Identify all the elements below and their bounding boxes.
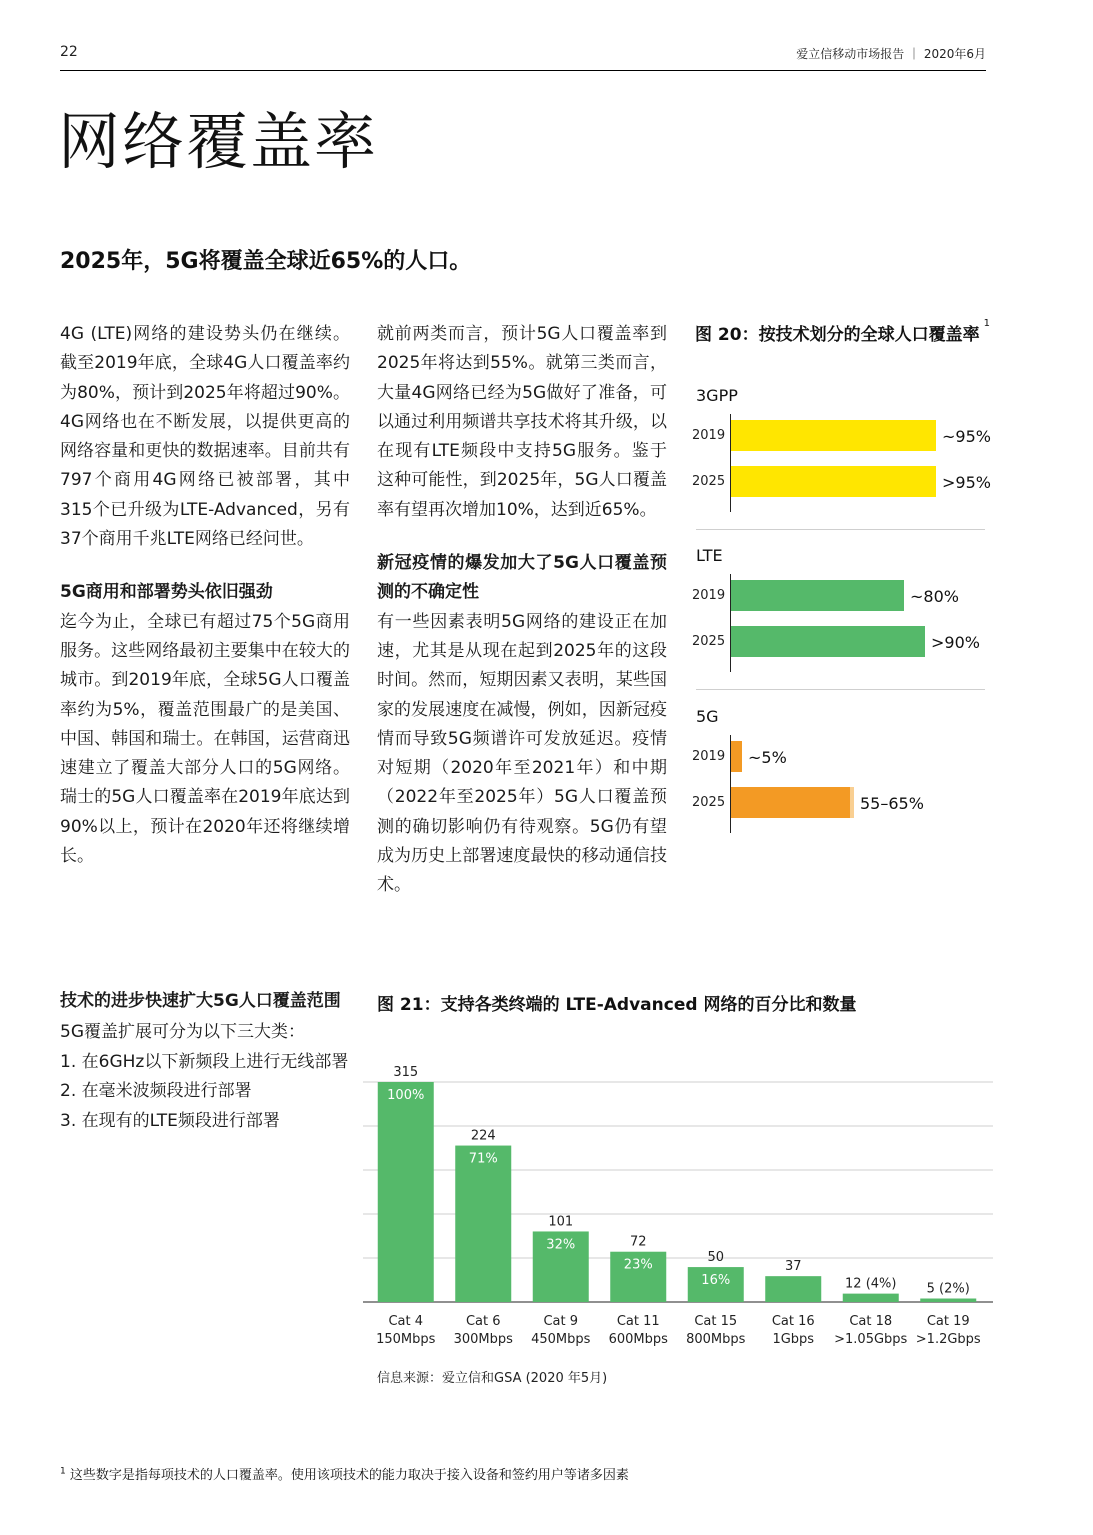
fig20-bar-lte-2019 <box>731 580 904 611</box>
fig21-top-label: 50 <box>707 1250 725 1266</box>
fig20-bar-5g-2025 <box>731 787 850 818</box>
fig21-bar-cat-18 <box>843 1294 899 1302</box>
fig21-speed-label: 450Mbps <box>531 1332 591 1347</box>
col1-paragraph-2: 迄今为止，全球已有超过75个5G商用服务。这些网络最初主要集中在较大的城市。到2019年底，全球5G人口覆盖率约为5%，覆盖范围最广的是美国、中国、韩国和瑞士。在韩国，运营商迅速建立了覆盖大部分人口的5G网络。瑞士的5G人口覆盖率在2019年底达到90%以上，预计在2020年还将继续增长。 <box>60 611 350 867</box>
fig20-year-label: 2019 <box>692 749 726 764</box>
fig21-speed-label: 800Mbps <box>686 1332 746 1347</box>
fig21-category-label: Cat 15 <box>694 1314 738 1329</box>
page-title: 网络覆盖率 <box>58 105 379 178</box>
col3-list-item-2: 2. 在毫米波频段进行部署 <box>60 1081 252 1102</box>
fig20-bar-range-5g-2025 <box>850 787 854 818</box>
fig21-percent-label: 16% <box>701 1273 731 1289</box>
fig21-category-label: Cat 19 <box>926 1314 970 1329</box>
fig20-title <box>695 320 990 345</box>
col2-paragraph-1: 就前两类而言，预计5G人口覆盖率到2025年将达到55%。就第三类而言，大量4G网络已经为5G做好了准备，可以通过利用频谱共享技术将其升级，以在现有LTE频段中支持5G服务。鉴于这种可能性，到2025年，5G人口覆盖率有望再次增加10%，达到近65%。 <box>377 324 667 520</box>
fig21-category-label: Cat 6 <box>465 1314 501 1329</box>
fig20-value-label: ~80% <box>910 587 959 606</box>
fig20-bar-3gpp-2019 <box>731 420 936 451</box>
col3-list-item-3: 3. 在现有的LTE频段进行部署 <box>60 1110 280 1131</box>
col3-intro: 5G覆盖扩展可分为以下三大类： <box>60 1022 305 1043</box>
fig20-title-text: 图 20：按技术划分的全球人口覆盖率 <box>695 325 980 345</box>
fig21-category-label: Cat 18 <box>849 1314 893 1329</box>
fig20-value-label: >95% <box>942 473 991 492</box>
fig20-group-label-5g: 5G <box>696 707 719 726</box>
fig21-percent-label: 100% <box>387 1088 425 1103</box>
fig21-speed-label: 1Gbps <box>772 1332 815 1347</box>
footnote-text: 这些数字是指每项技术的人口覆盖率。使用该项技术的能力取决于接入设备和签约用户等诸多因素 <box>69 1468 629 1483</box>
fig21-category-label: Cat 16 <box>771 1314 815 1329</box>
fig20-footnote-mark: 1 <box>983 318 990 329</box>
fig20-bar-5g-2019 <box>731 741 742 772</box>
column-3 <box>60 987 352 1136</box>
headline: 2025年，5G将覆盖全球近65%的人口。 <box>60 249 472 274</box>
footnote <box>60 1464 629 1483</box>
fig21-chart <box>360 1050 1000 1360</box>
fig21-top-label: 315 <box>393 1065 419 1080</box>
fig21-bar-cat-19 <box>920 1299 976 1302</box>
fig21-speed-label: 300Mbps <box>453 1332 513 1347</box>
col3-list-item-1: 1. 在6GHz以下新频段上进行无线部署 <box>60 1051 349 1072</box>
col3-subheading: 技术的进步快速扩大5G人口覆盖范围 <box>60 991 341 1011</box>
fig20-year-label: 2025 <box>692 634 726 649</box>
fig21-speed-label: 150Mbps <box>376 1332 436 1347</box>
fig21-title: 图 21：支持各类终端的 LTE-Advanced 网络的百分比和数量 <box>377 995 857 1015</box>
fig20-value-label: 55–65% <box>860 794 924 813</box>
fig21-speed-label: >1.05Gbps <box>834 1332 908 1347</box>
fig20-group-label-lte: LTE <box>696 546 723 565</box>
fig20-group-label-3gpp: 3GPP <box>696 386 738 405</box>
fig20-bar-3gpp-2025 <box>731 466 936 497</box>
fig20-separator <box>696 689 985 690</box>
fig21-top-label: 5 (2%) <box>926 1281 970 1297</box>
header-rule <box>60 70 986 71</box>
fig21-speed-label: >1.2Gbps <box>915 1332 981 1347</box>
col1-paragraph-1: 4G (LTE)网络的建设势头仍在继续。截至2019年底，全球4G人口覆盖率约为80%，预计到2025年将超过90%。4G网络也在不断发展，以提供更高的网络容量和更快的数据速率。目前共有797个商用4G网络已被部署，其中315个已升级为LTE-Advanced，另有37个商用千兆LTE网络已经问世。 <box>60 324 350 550</box>
col2-subheading: 新冠疫情的爆发加大了5G人口覆盖预测的不确定性 <box>377 553 667 603</box>
col2-paragraph-2: 有一些因素表明5G网络的建设正在加速，尤其是从现在起到2025年的这段时间。然而，短期因素又表明，某些国家的发展速度在减慢，例如，因新冠疫情而导致5G频谱许可发放延迟。疫情对短期（2020年至2021年）和中期（2022年至2025年）5G人口覆盖预测的确切影响仍有待观察。5G仍有望成为历史上部署速度最快的移动通信技术。 <box>377 611 667 896</box>
column-2 <box>377 320 667 901</box>
fig21-category-label: Cat 4 <box>388 1314 424 1329</box>
fig21-percent-label: 23% <box>623 1257 653 1273</box>
fig21-bar-cat-16 <box>765 1276 821 1302</box>
report-title: 爱立信移动市场报告 ｜ 2020年6月 <box>796 47 986 61</box>
col1-subheading: 5G商用和部署势头依旧强劲 <box>60 582 273 603</box>
fig20-value-label: >90% <box>931 633 980 652</box>
fig21-top-label: 37 <box>784 1259 802 1275</box>
fig21-top-label: 72 <box>629 1234 647 1250</box>
fig21-bar-cat-6 <box>455 1146 511 1302</box>
fig20-value-label: ~5% <box>748 748 787 767</box>
fig21-top-label: 224 <box>470 1128 496 1144</box>
fig21-category-label: Cat 9 <box>543 1314 579 1329</box>
fig20-separator <box>696 529 985 530</box>
fig21-percent-label: 71% <box>468 1151 498 1167</box>
fig20-year-label: 2025 <box>692 474 726 489</box>
fig20-year-label: 2025 <box>692 795 726 810</box>
fig20-value-label: ~95% <box>942 427 991 446</box>
column-1 <box>60 320 350 871</box>
source-note: 信息来源：爱立信和GSA (2020 年5月) <box>377 1371 608 1386</box>
fig21-bar-cat-4 <box>378 1082 434 1302</box>
page-number: 22 <box>60 44 78 60</box>
fig21-top-label: 12 (4%) <box>845 1276 897 1292</box>
fig20-year-label: 2019 <box>692 428 726 443</box>
footnote-mark: 1 <box>60 1466 66 1477</box>
fig20-year-label: 2019 <box>692 588 726 603</box>
fig20-bar-lte-2025 <box>731 626 925 657</box>
fig21-top-label: 101 <box>548 1214 574 1230</box>
fig21-percent-label: 32% <box>546 1237 576 1253</box>
fig21-category-label: Cat 11 <box>616 1314 660 1329</box>
fig21-speed-label: 600Mbps <box>608 1332 668 1347</box>
